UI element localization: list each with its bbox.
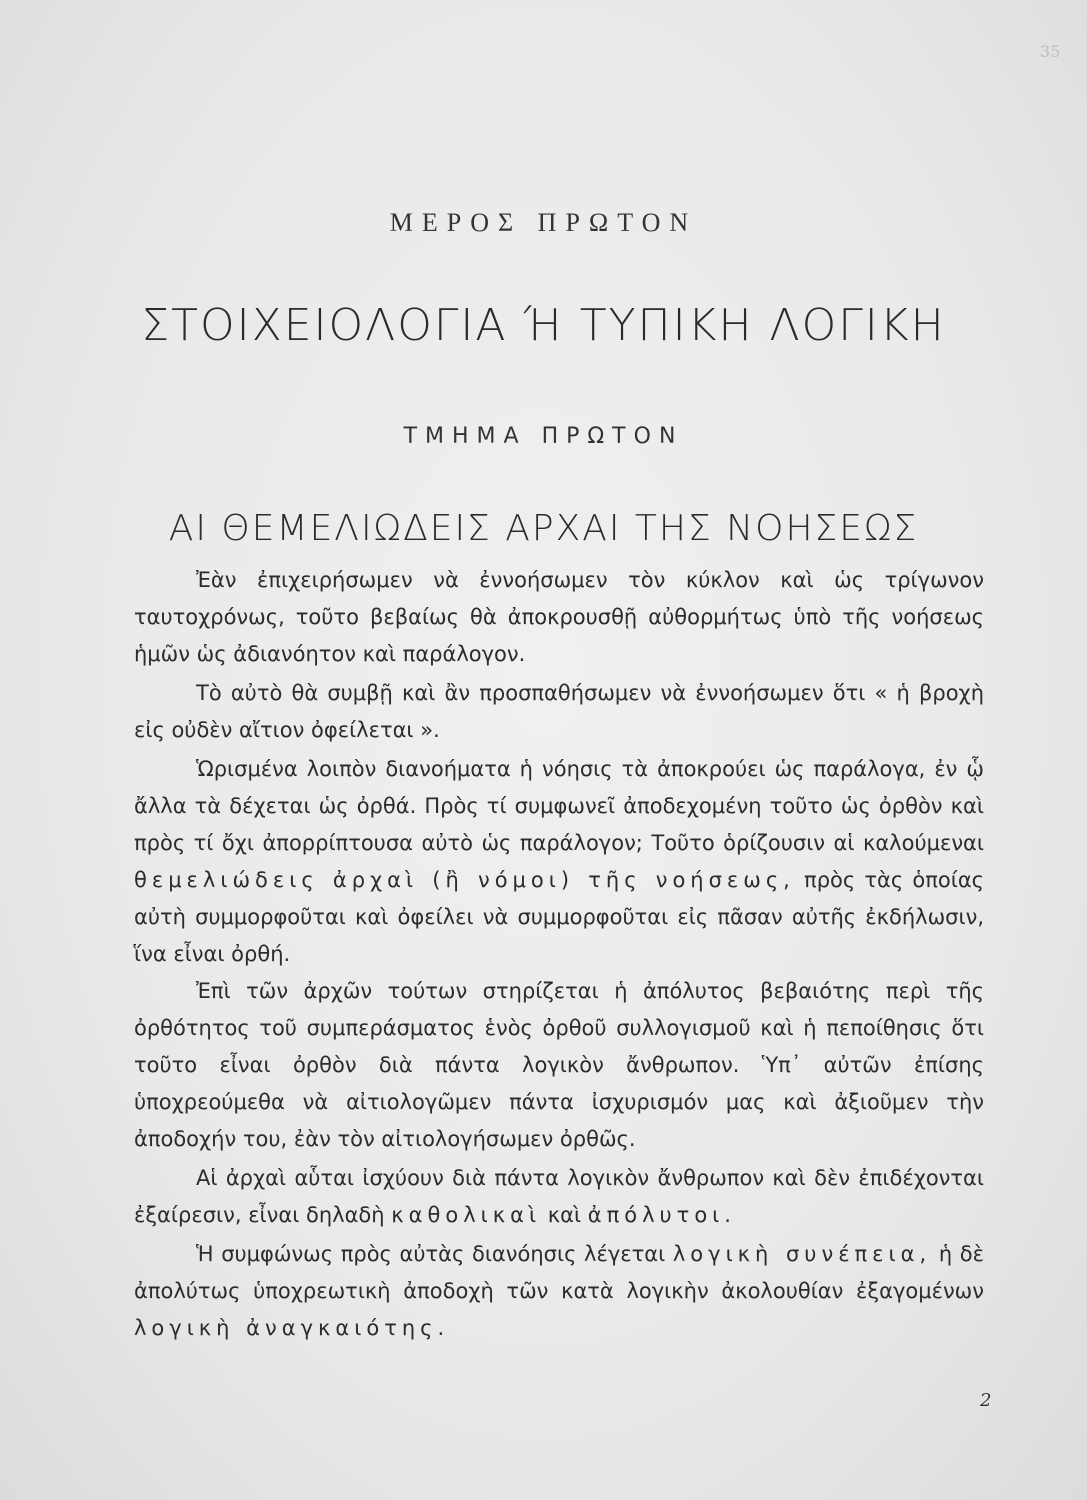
page-number: 2	[980, 1390, 992, 1411]
main-title: ΣΤΟΙΧΕΙΟΛΟΓΙΑ Ή ΤΥΠΙΚΗ ΛΟΓΙΚΗ	[141, 300, 946, 351]
emphasis-absolute: ἀπόλυτοι.	[587, 1203, 736, 1227]
faint-corner-number: 35	[1040, 42, 1061, 61]
emphasis-fundamental-principles: θεμελιώδεις ἀρχαὶ (ἢ νόμοι) τῆς νοήσεως,	[134, 868, 795, 892]
paragraph-2: Τὸ αὐτὸ θὰ συμβῇ καὶ ἂν προσπαθήσωμεν νὰ ἐννοήσωμεν ὅτι « ἡ βροχὴ εἰς οὐδὲν αἴτιον ὀφείλεται ».	[134, 681, 984, 742]
paragraph-6-middle: ἡ δὲ ἀπολύτως ὑποχρεωτικὴ ἀποδοχὴ τῶν κατὰ λογικὴν ἀκολουθίαν ἐξαγομένων	[134, 1242, 984, 1303]
paragraph-6	[134, 1236, 984, 1347]
paragraph-5-and: καὶ	[547, 1203, 582, 1227]
paragraph-3-text: Ὡρισμένα λοιπὸν διανοήματα ἡ νόησις τὰ ἀποκρούει ὡς παράλογα, ἐν ᾧ ἄλλα τὰ δέχεται ὡς ὀρθά. Πρὸς τί συμφωνεῖ ἀποδεχομένη τοῦτο ὡς ὀρθὸν καὶ πρὸς τί ὄχι ἀπορρίπτουσα αὐτὸ ὡς παράλογον; Τοῦτο ὁρίζουσιν αἱ καλούμεναι	[134, 757, 984, 855]
paragraph-3	[134, 751, 984, 973]
section-subtitle: ΑΙ ΘΕΜΕΛΙΩΔΕΙΣ ΑΡΧΑΙ ΤΗΣ ΝΟΗΣΕΩΣ	[168, 508, 919, 549]
body-text	[134, 562, 984, 1347]
part-title: ΜΕΡΟΣ ΠΡΩΤΟΝ	[389, 208, 698, 237]
paragraph-5-text: Αἱ ἀρχαὶ αὗται ἰσχύουν διὰ πάντα λογικὸν ἄνθρωπον καὶ δὲν ἐπιδέχονται ἐξαίρεσιν, εἶναι δηλαδὴ	[134, 1166, 984, 1227]
emphasis-logical-necessity: λογικὴ ἀναγκαιότης.	[134, 1316, 450, 1340]
paragraph-1: Ἐὰν ἐπιχειρήσωμεν νὰ ἐννοήσωμεν τὸν κύκλον καὶ ὡς τρίγωνον ταυτοχρόνως, τοῦτο βεβαίως θὰ ἀποκρουσθῇ αὐθορμήτως ὑπὸ τῆς νοήσεως ἡμῶν ὡς ἀδιανόητον καὶ παράλογον.	[134, 568, 984, 666]
section-title: ΤΜΗΜΑ ΠΡΩΤΟΝ	[403, 424, 684, 449]
emphasis-universal: καθολικαὶ	[391, 1203, 542, 1227]
paragraph-5	[134, 1160, 984, 1234]
paragraph-6-text: Ἡ συμφώνως πρὸς αὐτὰς διανόησις λέγεται	[196, 1242, 666, 1266]
emphasis-logical-consistency: λογικὴ συνέπεια,	[672, 1242, 932, 1266]
paragraph-4: Ἐπὶ τῶν ἀρχῶν τούτων στηρίζεται ἡ ἀπόλυτος βεβαιότης περὶ τῆς ὀρθότητος τοῦ συμπεράσματος ἑνὸς ὀρθοῦ συλλογισμοῦ καὶ ἡ πεποίθησις ὅτι τοῦτο εἶναι ὀρθὸν διὰ πάντα λογικὸν ἄνθρωπον. Ὑπ᾽ αὐτῶν ἐπίσης ὑποχρεούμεθα νὰ αἰτιολογῶμεν πάντα ἰσχυρισμόν μας καὶ ἀξιοῦμεν τὴν ἀποδοχήν του, ἐὰν τὸν αἰτιολογήσωμεν ὀρθῶς.	[134, 979, 984, 1151]
paragraph-3-end: πρὸς τὰς ὁποίας αὐτὴ συμμορφοῦται καὶ ὀφείλει νὰ συμμορφοῦται εἰς πᾶσαν αὐτῆς ἐκδήλωσιν, ἵνα εἶναι ὀρθή.	[134, 868, 984, 966]
